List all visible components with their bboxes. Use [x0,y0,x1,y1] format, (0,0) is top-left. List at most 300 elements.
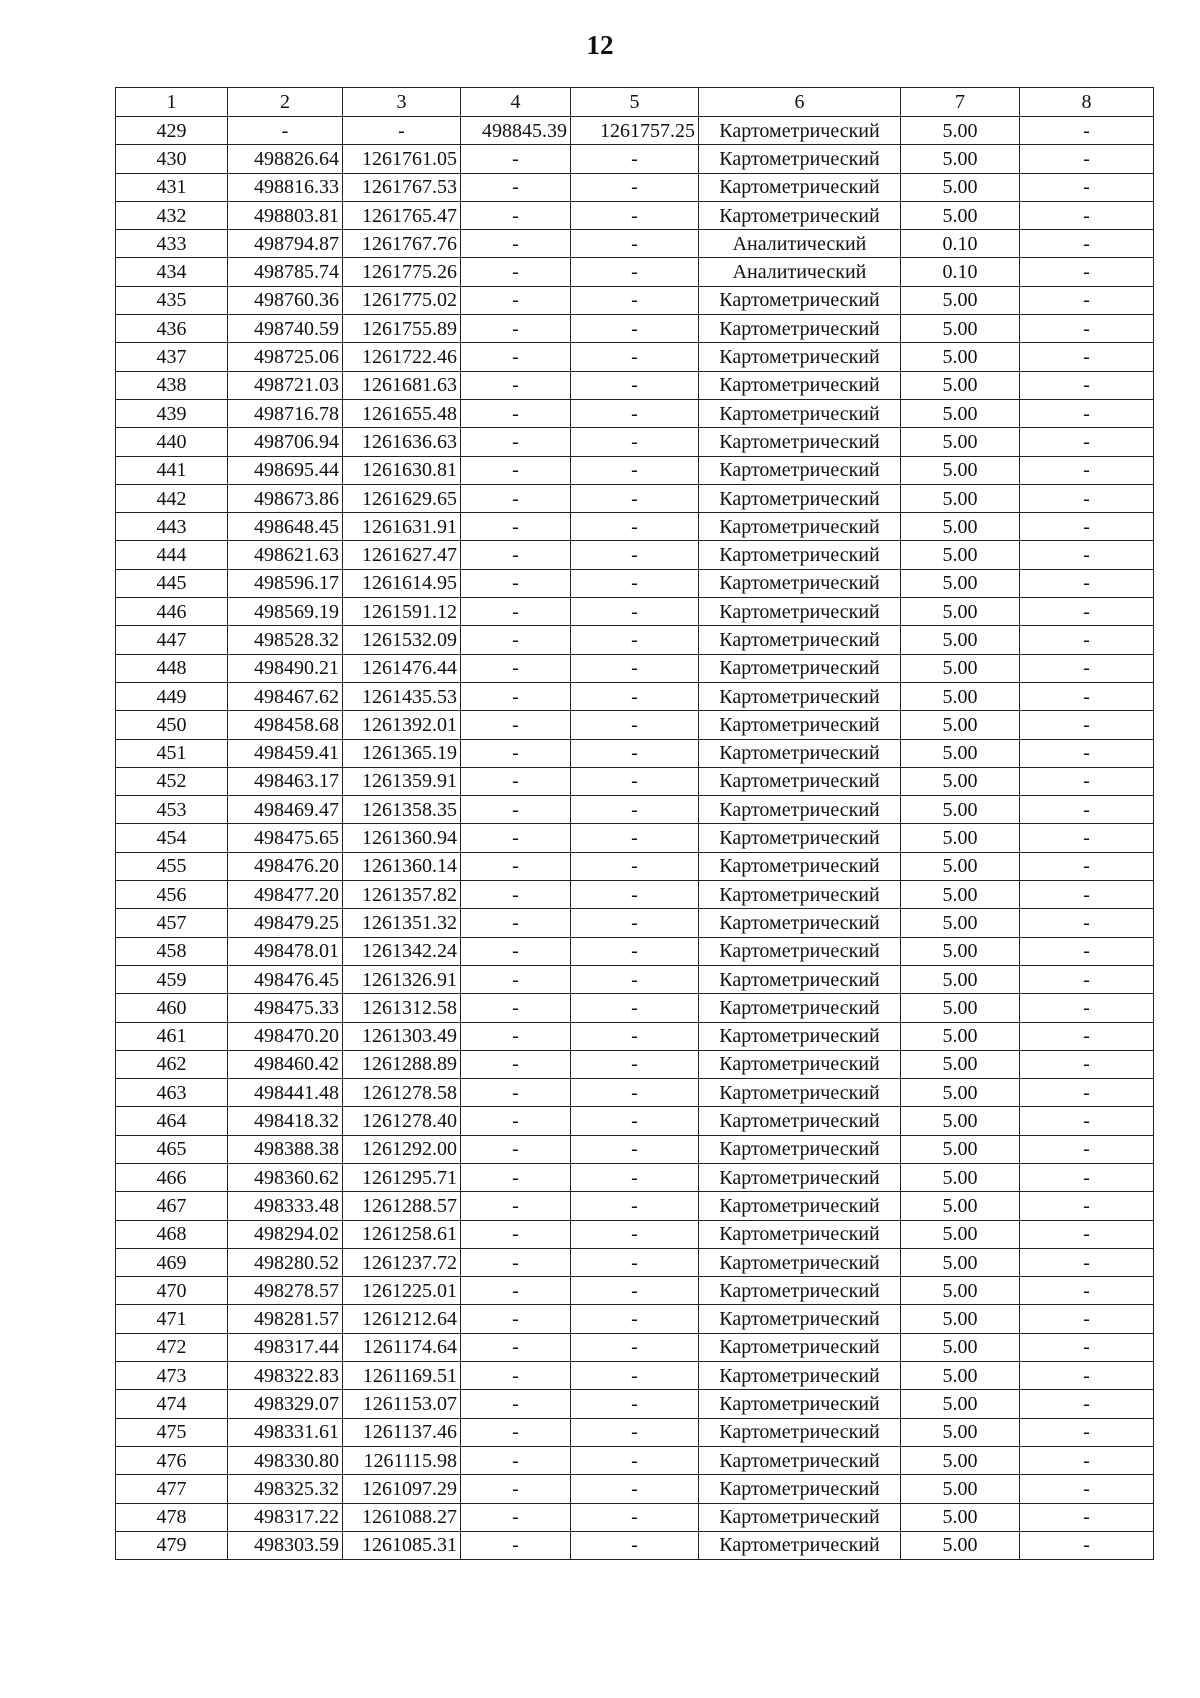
x-new-cell: - [461,230,571,258]
point-number-cell: 471 [116,1305,228,1333]
x-coordinate-cell: 498826.64 [228,145,343,173]
point-number-cell: 434 [116,258,228,286]
description-cell: - [1020,965,1154,993]
method-cell: Картометрический [699,824,901,852]
x-coordinate-cell: 498476.45 [228,965,343,993]
y-coordinate-cell: 1261088.27 [343,1503,461,1531]
x-new-cell: - [461,1362,571,1390]
table-row [116,654,1154,682]
point-number-cell: 445 [116,569,228,597]
y-new-cell: - [571,1277,699,1305]
y-coordinate-cell: 1261681.63 [343,371,461,399]
x-coordinate-cell: 498476.20 [228,852,343,880]
x-new-cell: - [461,201,571,229]
x-new-cell: - [461,569,571,597]
point-number-cell: 430 [116,145,228,173]
accuracy-cell: 5.00 [901,315,1020,343]
point-number-cell: 441 [116,456,228,484]
x-coordinate-cell: 498463.17 [228,767,343,795]
y-new-cell: - [571,541,699,569]
x-coordinate-cell: 498621.63 [228,541,343,569]
table-row [116,569,1154,597]
y-new-cell: - [571,881,699,909]
x-coordinate-cell: 498388.38 [228,1135,343,1163]
point-number-cell: 457 [116,909,228,937]
accuracy-cell: 5.00 [901,739,1020,767]
table-row [116,1050,1154,1078]
y-coordinate-cell: 1261351.32 [343,909,461,937]
table-row [116,598,1154,626]
y-new-cell: - [571,1248,699,1276]
table-row [116,145,1154,173]
method-cell: Картометрический [699,286,901,314]
point-number-cell: 450 [116,711,228,739]
table-row [116,258,1154,286]
table-row [116,399,1154,427]
accuracy-cell: 0.10 [901,230,1020,258]
y-new-cell: - [571,1079,699,1107]
description-cell: - [1020,654,1154,682]
description-cell: - [1020,1248,1154,1276]
method-cell: Картометрический [699,739,901,767]
table-row [116,1305,1154,1333]
point-number-cell: 449 [116,682,228,710]
y-new-cell: - [571,569,699,597]
description-cell: - [1020,1475,1154,1503]
point-number-cell: 477 [116,1475,228,1503]
method-cell: Картометрический [699,541,901,569]
column-header: 7 [901,88,1020,117]
description-cell: - [1020,399,1154,427]
accuracy-cell: 0.10 [901,258,1020,286]
point-number-cell: 442 [116,484,228,512]
x-coordinate-cell: 498479.25 [228,909,343,937]
table-row [116,117,1154,145]
y-coordinate-cell: 1261627.47 [343,541,461,569]
x-new-cell: - [461,371,571,399]
x-new-cell: - [461,626,571,654]
y-new-cell: - [571,1305,699,1333]
method-cell: Картометрический [699,1135,901,1163]
y-new-cell: - [571,201,699,229]
y-new-cell: - [571,1362,699,1390]
method-cell: Картометрический [699,682,901,710]
method-cell: Картометрический [699,598,901,626]
y-coordinate-cell: 1261365.19 [343,739,461,767]
accuracy-cell: 5.00 [901,1220,1020,1248]
table-row [116,852,1154,880]
x-new-cell: - [461,173,571,201]
x-coordinate-cell: 498303.59 [228,1531,343,1559]
x-new-cell: - [461,598,571,626]
table-row [116,1248,1154,1276]
x-coordinate-cell: 498475.65 [228,824,343,852]
accuracy-cell: 5.00 [901,1192,1020,1220]
accuracy-cell: 5.00 [901,1022,1020,1050]
point-number-cell: 440 [116,428,228,456]
accuracy-cell: 5.00 [901,1248,1020,1276]
point-number-cell: 453 [116,796,228,824]
table-row [116,767,1154,795]
point-number-cell: 451 [116,739,228,767]
y-coordinate-cell: 1261097.29 [343,1475,461,1503]
accuracy-cell: 5.00 [901,682,1020,710]
x-new-cell: - [461,541,571,569]
table-row [116,626,1154,654]
accuracy-cell: 5.00 [901,343,1020,371]
method-cell: Картометрический [699,173,901,201]
method-cell: Картометрический [699,1503,901,1531]
accuracy-cell: 5.00 [901,1305,1020,1333]
method-cell: Картометрический [699,484,901,512]
y-new-cell: - [571,598,699,626]
x-coordinate-cell: 498331.61 [228,1418,343,1446]
method-cell: Картометрический [699,399,901,427]
x-coordinate-cell: 498478.01 [228,937,343,965]
method-cell: Картометрический [699,1220,901,1248]
description-cell: - [1020,117,1154,145]
accuracy-cell: 5.00 [901,1418,1020,1446]
table-row [116,937,1154,965]
y-new-cell: - [571,230,699,258]
y-new-cell: - [571,173,699,201]
table-row [116,1531,1154,1559]
y-coordinate-cell: 1261312.58 [343,994,461,1022]
y-new-cell: - [571,1163,699,1191]
x-coordinate-cell: 498460.42 [228,1050,343,1078]
x-new-cell: - [461,1050,571,1078]
y-coordinate-cell: 1261288.89 [343,1050,461,1078]
accuracy-cell: 5.00 [901,201,1020,229]
x-coordinate-cell: 498467.62 [228,682,343,710]
x-new-cell: - [461,1248,571,1276]
y-new-cell: - [571,145,699,173]
method-cell: Картометрический [699,1163,901,1191]
table-row [116,428,1154,456]
table-row [116,796,1154,824]
y-new-cell: - [571,767,699,795]
method-cell: Картометрический [699,1362,901,1390]
x-coordinate-cell: 498418.32 [228,1107,343,1135]
description-cell: - [1020,173,1154,201]
point-number-cell: 429 [116,117,228,145]
point-number-cell: 461 [116,1022,228,1050]
y-coordinate-cell: 1261278.40 [343,1107,461,1135]
description-cell: - [1020,1305,1154,1333]
method-cell: Картометрический [699,1079,901,1107]
y-coordinate-cell: 1261775.26 [343,258,461,286]
x-coordinate-cell: 498740.59 [228,315,343,343]
description-cell: - [1020,315,1154,343]
y-coordinate-cell: 1261360.14 [343,852,461,880]
method-cell: Картометрический [699,1418,901,1446]
y-new-cell: - [571,654,699,682]
method-cell: Картометрический [699,315,901,343]
x-coordinate-cell: 498317.44 [228,1333,343,1361]
y-new-cell: - [571,1135,699,1163]
table-row [116,1390,1154,1418]
x-coordinate-cell: 498329.07 [228,1390,343,1418]
point-number-cell: 432 [116,201,228,229]
table-row [116,230,1154,258]
x-new-cell: - [461,428,571,456]
table-row [116,1107,1154,1135]
accuracy-cell: 5.00 [901,1333,1020,1361]
accuracy-cell: 5.00 [901,371,1020,399]
y-coordinate-cell: 1261767.53 [343,173,461,201]
x-coordinate-cell: 498317.22 [228,1503,343,1531]
description-cell: - [1020,1135,1154,1163]
y-new-cell: - [571,1107,699,1135]
x-coordinate-cell: 498785.74 [228,258,343,286]
table-row [116,286,1154,314]
x-new-cell: - [461,1531,571,1559]
point-number-cell: 456 [116,881,228,909]
point-number-cell: 469 [116,1248,228,1276]
accuracy-cell: 5.00 [901,1503,1020,1531]
description-cell: - [1020,1107,1154,1135]
column-header: 5 [571,88,699,117]
table-row [116,1079,1154,1107]
method-cell: Картометрический [699,654,901,682]
x-new-cell: - [461,315,571,343]
point-number-cell: 436 [116,315,228,343]
x-new-cell: - [461,1333,571,1361]
method-cell: Картометрический [699,201,901,229]
y-coordinate-cell: 1261655.48 [343,399,461,427]
y-new-cell: - [571,399,699,427]
point-number-cell: 476 [116,1446,228,1474]
y-coordinate-cell: 1261765.47 [343,201,461,229]
accuracy-cell: 5.00 [901,1050,1020,1078]
y-new-cell: - [571,682,699,710]
x-coordinate-cell: 498648.45 [228,513,343,541]
table-row [116,513,1154,541]
x-coordinate-cell: 498721.03 [228,371,343,399]
description-cell: - [1020,994,1154,1022]
y-new-cell: - [571,428,699,456]
x-new-cell: - [461,399,571,427]
accuracy-cell: 5.00 [901,173,1020,201]
y-new-cell: - [571,796,699,824]
column-header: 6 [699,88,901,117]
description-cell: - [1020,682,1154,710]
description-cell: - [1020,258,1154,286]
method-cell: Картометрический [699,626,901,654]
point-number-cell: 464 [116,1107,228,1135]
x-new-cell: - [461,1475,571,1503]
description-cell: - [1020,937,1154,965]
description-cell: - [1020,626,1154,654]
description-cell: - [1020,1531,1154,1559]
accuracy-cell: 5.00 [901,711,1020,739]
x-coordinate-cell: 498330.80 [228,1446,343,1474]
y-new-cell: - [571,343,699,371]
description-cell: - [1020,909,1154,937]
point-number-cell: 447 [116,626,228,654]
description-cell: - [1020,371,1154,399]
description-cell: - [1020,286,1154,314]
y-coordinate-cell: 1261722.46 [343,343,461,371]
x-coordinate-cell: 498695.44 [228,456,343,484]
description-cell: - [1020,1192,1154,1220]
column-number-row [116,88,1154,117]
method-cell: Картометрический [699,456,901,484]
accuracy-cell: 5.00 [901,541,1020,569]
x-coordinate-cell: 498706.94 [228,428,343,456]
table-row [116,201,1154,229]
description-cell: - [1020,1277,1154,1305]
x-new-cell: - [461,1079,571,1107]
accuracy-cell: 5.00 [901,1135,1020,1163]
description-cell: - [1020,1390,1154,1418]
column-header: 4 [461,88,571,117]
column-header: 1 [116,88,228,117]
x-new-cell: - [461,1220,571,1248]
point-number-cell: 439 [116,399,228,427]
y-new-cell: - [571,513,699,541]
y-new-cell: - [571,1446,699,1474]
x-new-cell: - [461,852,571,880]
point-number-cell: 478 [116,1503,228,1531]
table-row [116,824,1154,852]
y-new-cell: - [571,286,699,314]
description-cell: - [1020,541,1154,569]
description-cell: - [1020,1079,1154,1107]
point-number-cell: 462 [116,1050,228,1078]
method-cell: Картометрический [699,343,901,371]
method-cell: Аналитический [699,258,901,286]
point-number-cell: 460 [116,994,228,1022]
accuracy-cell: 5.00 [901,1079,1020,1107]
accuracy-cell: 5.00 [901,965,1020,993]
y-new-cell: - [571,909,699,937]
x-new-cell: - [461,1277,571,1305]
y-coordinate-cell: 1261212.64 [343,1305,461,1333]
y-coordinate-cell: 1261237.72 [343,1248,461,1276]
point-number-cell: 431 [116,173,228,201]
x-new-cell: - [461,937,571,965]
y-coordinate-cell: 1261476.44 [343,654,461,682]
description-cell: - [1020,201,1154,229]
x-coordinate-cell: 498477.20 [228,881,343,909]
description-cell: - [1020,230,1154,258]
point-number-cell: 467 [116,1192,228,1220]
y-new-cell: - [571,258,699,286]
description-cell: - [1020,513,1154,541]
y-coordinate-cell: 1261278.58 [343,1079,461,1107]
table-row [116,456,1154,484]
point-number-cell: 454 [116,824,228,852]
x-coordinate-cell: 498470.20 [228,1022,343,1050]
description-cell: - [1020,796,1154,824]
y-coordinate-cell: 1261358.35 [343,796,461,824]
accuracy-cell: 5.00 [901,852,1020,880]
description-cell: - [1020,484,1154,512]
method-cell: Картометрический [699,909,901,937]
x-new-cell: - [461,711,571,739]
column-header: 2 [228,88,343,117]
y-new-cell: - [571,1220,699,1248]
accuracy-cell: 5.00 [901,824,1020,852]
description-cell: - [1020,824,1154,852]
point-number-cell: 455 [116,852,228,880]
y-coordinate-cell: 1261115.98 [343,1446,461,1474]
x-new-cell: - [461,682,571,710]
point-number-cell: 459 [116,965,228,993]
point-number-cell: 446 [116,598,228,626]
description-cell: - [1020,1022,1154,1050]
x-coordinate-cell: 498458.68 [228,711,343,739]
x-coordinate-cell: 498278.57 [228,1277,343,1305]
x-coordinate-cell: 498475.33 [228,994,343,1022]
x-new-cell: - [461,484,571,512]
table-body [116,88,1154,1560]
y-new-cell: - [571,1475,699,1503]
point-number-cell: 444 [116,541,228,569]
point-number-cell: 463 [116,1079,228,1107]
table-row [116,1333,1154,1361]
accuracy-cell: 5.00 [901,796,1020,824]
coordinates-table [115,87,1154,1560]
accuracy-cell: 5.00 [901,1446,1020,1474]
description-cell: - [1020,343,1154,371]
accuracy-cell: 5.00 [901,598,1020,626]
x-new-cell: - [461,654,571,682]
method-cell: Картометрический [699,1277,901,1305]
description-cell: - [1020,1163,1154,1191]
point-number-cell: 452 [116,767,228,795]
description-cell: - [1020,767,1154,795]
x-coordinate-cell: 498596.17 [228,569,343,597]
table-row [116,682,1154,710]
x-new-cell: - [461,1446,571,1474]
x-coordinate-cell: 498569.19 [228,598,343,626]
y-coordinate-cell: 1261636.63 [343,428,461,456]
y-coordinate-cell: 1261225.01 [343,1277,461,1305]
y-coordinate-cell: 1261137.46 [343,1418,461,1446]
description-cell: - [1020,598,1154,626]
accuracy-cell: 5.00 [901,145,1020,173]
x-coordinate-cell: 498325.32 [228,1475,343,1503]
table-row [116,343,1154,371]
y-new-cell: - [571,1022,699,1050]
table-row [116,1362,1154,1390]
method-cell: Картометрический [699,1022,901,1050]
y-new-cell: - [571,1503,699,1531]
table-row [116,173,1154,201]
y-coordinate-cell: 1261174.64 [343,1333,461,1361]
point-number-cell: 470 [116,1277,228,1305]
point-number-cell: 479 [116,1531,228,1559]
method-cell: Картометрический [699,117,901,145]
table-row [116,1503,1154,1531]
y-new-cell: - [571,484,699,512]
description-cell: - [1020,1418,1154,1446]
y-coordinate-cell: 1261767.76 [343,230,461,258]
y-new-cell: - [571,711,699,739]
method-cell: Картометрический [699,965,901,993]
y-coordinate-cell: 1261631.91 [343,513,461,541]
y-coordinate-cell: 1261614.95 [343,569,461,597]
method-cell: Картометрический [699,1531,901,1559]
accuracy-cell: 5.00 [901,569,1020,597]
page-number: 12 [586,30,614,60]
y-coordinate-cell: 1261532.09 [343,626,461,654]
description-cell: - [1020,456,1154,484]
description-cell: - [1020,1333,1154,1361]
x-new-cell: - [461,767,571,795]
